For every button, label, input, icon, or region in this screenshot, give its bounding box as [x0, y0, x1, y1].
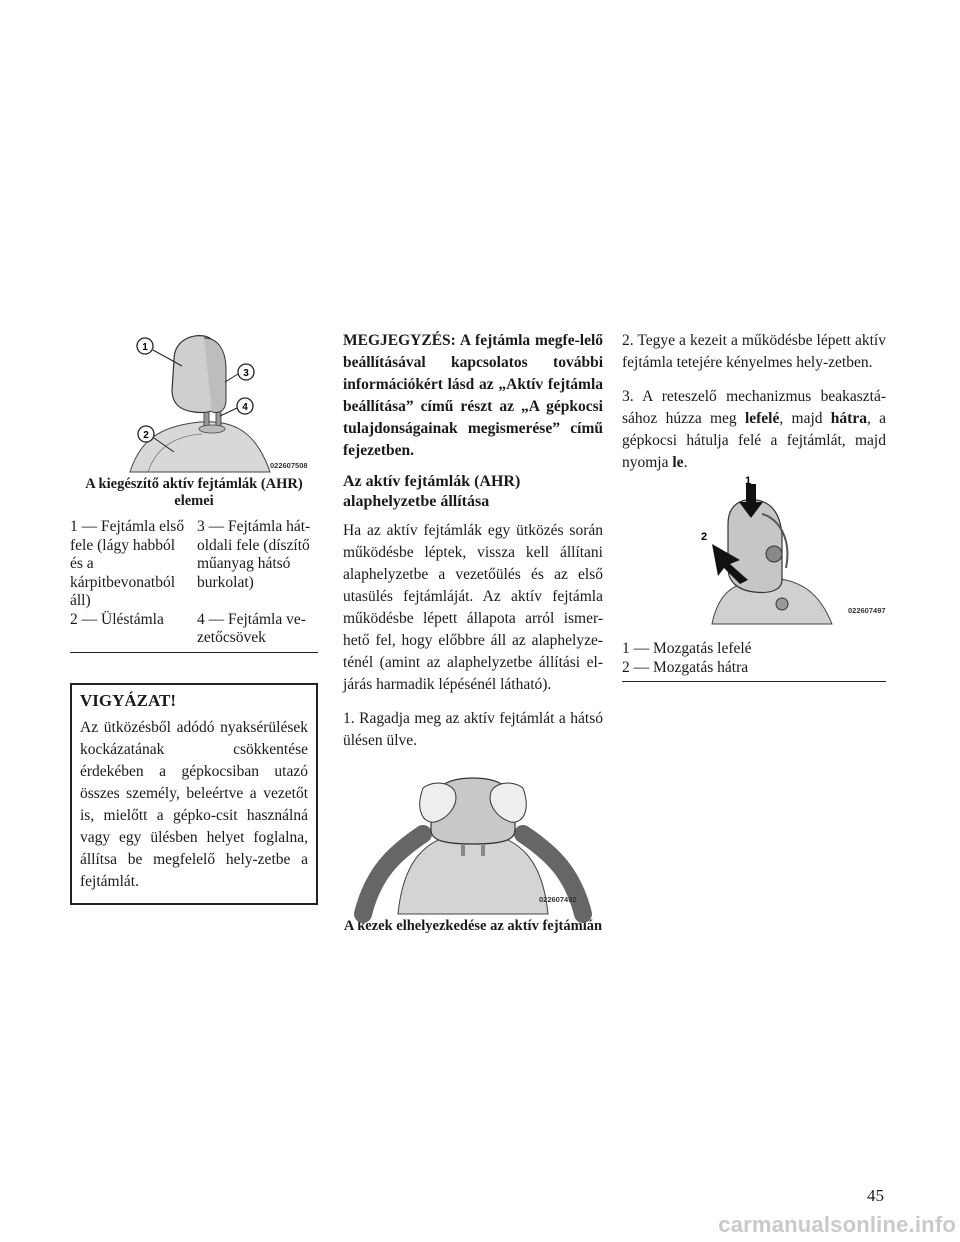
callout-3 — [225, 364, 254, 382]
figure-caption: A kiegészítő aktív fejtámlák (AHR) elemei — [85, 476, 303, 509]
middle-column — [343, 330, 603, 935]
svg-text:2: 2 — [700, 531, 708, 543]
hand-position-figure — [343, 774, 603, 914]
section-heading: Az aktív fejtámlák (AHR) alaphelyzetbe állítása — [343, 473, 521, 510]
step-2: 2. Tegye a kezeit a működésbe lépett aktív fejtámla tetejére kényelmes hely-zetben. — [622, 332, 886, 371]
legend-item-1: 1 — Mozgatás lefelé — [622, 640, 752, 657]
warning-text: Az ütközésből adódó nyaksérülések kockázatának csökkentése érdekében a gépkocsiban utazó összes személy, beleértve a vezetőt is, mielőtt a gépko-csit használná vagy egy ülésben helyet foglalna, állítsa be megfelelő hely-zetbe a fejtámlát. — [80, 718, 308, 890]
svg-text:3: 3 — [243, 368, 249, 379]
figure-legend — [70, 518, 318, 653]
body-paragraph: Ha az aktív fejtámlák egy ütközés során működésbe léptek, vissza kell állítani alaphelyzetbe a vezetőülés és az első utasülés fejtámláját. Az aktív fejtámla működésbe lépett állapota arról ismer-hető fel, hogy előbbre áll az alaphelyze-ténél (amint az alaphelyzetbe állítási el-járás harmadik lépésénél látható). — [343, 522, 603, 693]
legend-item-2: 2 — Üléstámla — [70, 610, 164, 628]
note-paragraph: MEGJEGYZÉS: A fejtámla megfe-lelő beállításával kapcsolatos további információkért lásd az „Aktív fejtámla beállítása” című részt az „A gépkocsi tulajdonságainak megismerése” című fejezetben. — [343, 332, 603, 459]
headrest-components-illustration — [70, 330, 318, 472]
legend-item-2: 2 — Mozgatás hátra — [622, 658, 749, 676]
figure-code: 022607497 — [848, 606, 886, 615]
step-3: 3. A reteszelő mechanizmus beakasztá-sához húzza meg lefelé, majd hátra, a gépkocsi hátulja felé a fejtámlát, majd nyomja le. — [622, 388, 886, 471]
warning-title: VIGYÁZAT! — [80, 690, 177, 710]
page-number: 45 — [867, 1186, 884, 1205]
legend-item-4: 4 — Fejtámla ve-zetőcsövek — [197, 610, 306, 646]
figure-code: 022607492 — [539, 895, 577, 904]
reset-motion-illustration — [622, 475, 886, 624]
headrest-components-figure — [70, 330, 318, 472]
figure-caption: A kezek elhelyezkedése az aktív fejtámlán — [343, 918, 603, 934]
legend-item-3: 3 — Fejtámla hát-oldali fele (díszítő műanyag hátsó burkolat) — [197, 518, 311, 591]
legend-item-1: 1 — Fejtámla első fele (lágy habból és a kárpitbevonatból áll) — [70, 518, 185, 609]
figure-code: 022607508 — [270, 461, 308, 470]
left-column — [70, 330, 318, 905]
right-column — [622, 330, 886, 682]
svg-text:1: 1 — [744, 475, 752, 487]
svg-text:1: 1 — [142, 342, 148, 353]
svg-text:2: 2 — [143, 430, 149, 441]
figure-legend — [622, 640, 886, 682]
watermark: carmanualsonline.info — [718, 1212, 956, 1237]
svg-text:4: 4 — [242, 402, 248, 413]
step-1: 1. Ragadja meg az aktív fejtámlát a hátsó ülésen ülve. — [343, 710, 603, 749]
hand-position-illustration — [343, 774, 603, 914]
warning-box — [70, 683, 318, 905]
reset-motion-figure — [622, 475, 886, 624]
